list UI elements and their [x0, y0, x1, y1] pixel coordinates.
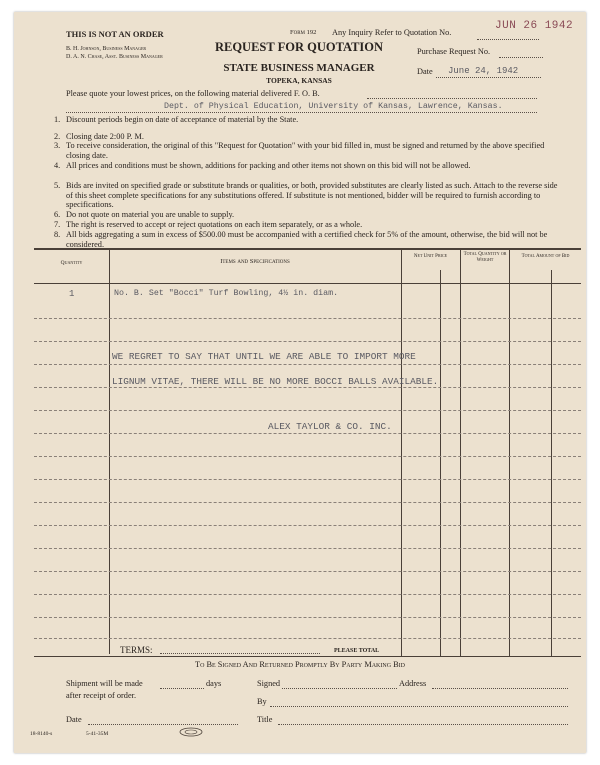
instruction-6: 6. Do not quote on material you are unable to supply. [54, 210, 235, 219]
col-header-quantity: Quantity [60, 260, 83, 266]
date-line [436, 77, 541, 78]
table-bottom-rule [34, 656, 581, 657]
form-number: Form 192 [290, 29, 317, 36]
col-divider-unit-cents [440, 270, 441, 656]
please-total-label: PLEASE TOTAL [334, 648, 380, 654]
fob-line-1 [367, 98, 537, 99]
supplier-note-line-1: WE REGRET TO SAY THAT UNTIL WE ARE ABLE TO IMPORT MORE [112, 351, 416, 362]
table-row-line [34, 410, 581, 411]
assistant-business-manager: D. A. N. Chase, Asst. Business Manager [66, 54, 163, 60]
not-an-order-notice: THIS IS NOT AN ORDER [66, 29, 164, 39]
date-value: June 24, 1942 [448, 66, 519, 76]
quotation-no-label: Any Inquiry Refer to Quotation No. [332, 28, 452, 37]
col-header-total-amount: Total Amount of Bid [521, 254, 570, 259]
table-row-line [34, 594, 581, 595]
address-label: Address [399, 679, 427, 688]
title-line [278, 724, 568, 725]
col-divider-amount-cents [551, 270, 552, 656]
supplier-signoff: ALEX TAYLOR & CO. INC. [268, 421, 392, 432]
after-receipt-label: after receipt of order. [66, 691, 137, 700]
terms-label: TERMS: [120, 645, 153, 655]
form-subtitle: STATE BUSINESS MANAGER [223, 62, 375, 74]
table-top-rule [34, 248, 581, 250]
table-row-line [34, 318, 581, 319]
item-description: No. B. Set "Bocci" Turf Bowling, 4½ in. diam. [114, 289, 339, 298]
received-date-stamp: JUN 26 1942 [495, 20, 574, 32]
col-header-total-qty: Total Quantity or Weight [463, 252, 507, 263]
table-row-line [34, 548, 581, 549]
title-label: Title [257, 715, 273, 724]
by-line [270, 706, 568, 707]
signed-label: Signed [257, 679, 281, 688]
terms-line [160, 653, 320, 654]
by-label: By [257, 697, 267, 706]
item-quantity: 1 [69, 289, 75, 299]
quotation-form [14, 12, 586, 753]
signed-line [282, 688, 397, 689]
instruction-1: 1. Discount periods begin on date of acceptance of material by the State. [54, 115, 299, 124]
table-row-line [34, 617, 581, 618]
supplier-note-line-2: LIGNUM VITAE, THERE WILL BE NO MORE BOCCI BALLS AVAILABLE. [112, 376, 439, 387]
table-header-rule [34, 283, 581, 284]
date-label: Date [417, 67, 433, 76]
form-title: REQUEST FOR QUOTATION [214, 40, 384, 54]
shipment-label: Shipment will be made [66, 679, 143, 688]
table-row-line [34, 341, 581, 342]
form-location: TOPEKA, KANSAS [266, 76, 332, 85]
instruction-2: 2. Closing date 2:00 P. M. [54, 132, 144, 141]
fob-instruction: Please quote your lowest prices, on the following material delivered F. O. B. [66, 89, 320, 98]
fob-line-2 [66, 112, 537, 113]
days-label: days [206, 679, 222, 688]
instruction-5: 5. Bids are invited on specified grade or substitute brands or qualities, or both, provided substitutes are clearly listed as such. Attach to the reverse side of this sheet complete specifications for any substitutions offered. If substitute is not mentioned, bidder will be required to furnish according to specifications. [54, 181, 558, 210]
table-row-line [34, 571, 581, 572]
address-line [432, 688, 568, 689]
table-row-line [34, 433, 581, 434]
table-row-line [34, 525, 581, 526]
delivery-destination: Dept. of Physical Education, University of Kansas, Lawrence, Kansas. [164, 102, 503, 111]
print-code: 18-8140-s [30, 731, 53, 737]
instruction-7: 7. The right is reserved to accept or reject quotations on each item separately, or as a whole. [54, 220, 363, 229]
print-run-code: 5-41-35M [86, 731, 109, 737]
col-header-unit-price: Net Unit Price [413, 254, 448, 259]
footer-date-label: Date [66, 715, 82, 724]
table-row-line [34, 364, 581, 365]
signature-instruction: To Be Signed And Returned Promptly By Party Making Bid [195, 660, 405, 669]
table-row-line [34, 456, 581, 457]
col-header-items: Items and Specifications [220, 258, 290, 265]
table-row-line [34, 502, 581, 503]
instruction-4: 4. All prices and conditions must be shown, additions for packing and other items not shown on this bid will not be allowed. [54, 161, 471, 170]
table-row-line [34, 638, 581, 639]
instruction-3: 3. To receive consideration, the original of this "Request for Quotation" with your bid filled in, must be signed and returned by the above specified closing date. [54, 141, 545, 160]
union-label-icon [179, 727, 203, 737]
table-row-line [34, 479, 581, 480]
shipment-days-line [160, 688, 204, 689]
business-manager: B. H. Johnson, Business Manager [66, 46, 147, 52]
purchase-request-line [499, 57, 543, 58]
table-row-line [34, 387, 581, 388]
purchase-request-label: Purchase Request No. [417, 47, 491, 56]
instruction-8: 8. All bids aggregating a sum in excess of $500.00 must be accompanied with a certified check for 5% of the amount, otherwise, the bid will not be considered. [54, 230, 548, 249]
footer-date-line [88, 724, 238, 725]
quotation-no-line [477, 39, 539, 40]
